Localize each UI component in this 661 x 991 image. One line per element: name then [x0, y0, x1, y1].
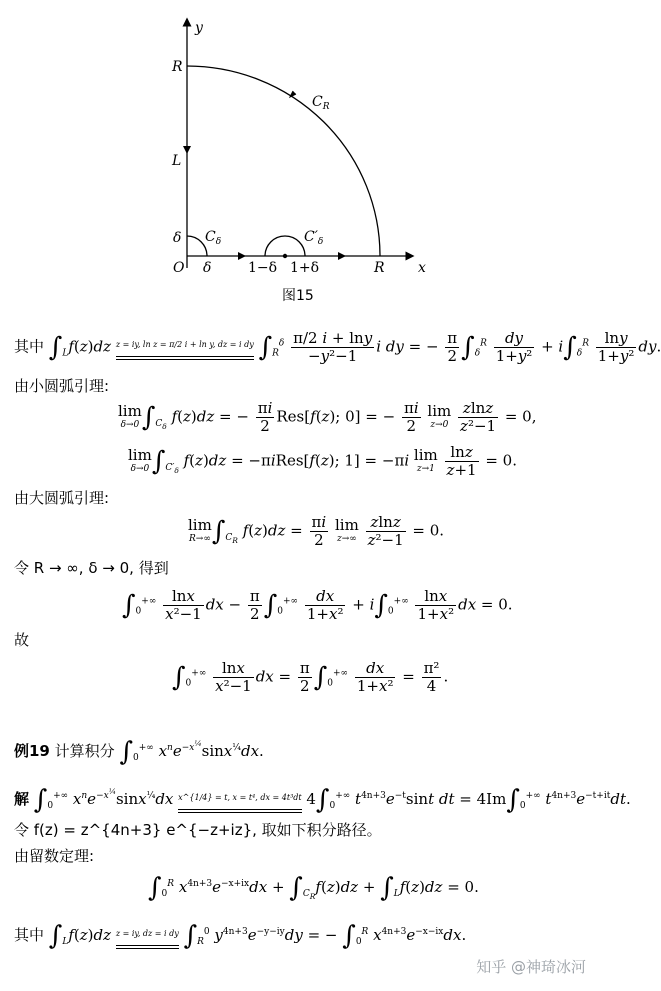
equation-4: lim R→∞ $\int_{C_R}$ f(z)dz = $\frac{\pi i}{2}$ lim z→∞ $\frac{zlnz}{\text{z²−1}}$ = 0. — [188, 513, 445, 549]
label-O: O — [173, 260, 185, 276]
equation-8: $\int_0^R$ $x^{4n+3}e^{-x+ix}dx + \int_{C_R}f(z)dz + \int_Lf(z)dz = 0$. — [148, 873, 479, 903]
y-arrow-down — [183, 146, 191, 154]
substitution-1: z = iy, ln z = π/2 i + ln y, dz = i dy — [116, 335, 254, 360]
label-y: y — [195, 20, 203, 36]
equation-9: 其中 $\int_Lf(z)dz$ z = iy, dz = i dy $\int_R^0$ $y^{4n+3}e^{-y-iy}dy$ = − $\int_0^R$ $x^{4n+3}e^{-x-ix}dx$. — [14, 921, 467, 951]
label-delta-y: δ — [173, 230, 182, 246]
let-f: 令 f(z) = z^{4n+3} e^{−z+iz}, 取如下积分路径。 — [14, 821, 382, 839]
label-1-minus-delta: 1−δ — [248, 260, 278, 276]
label-delta-x: δ — [203, 260, 212, 276]
label-R-x: R — [374, 260, 385, 276]
label-x: x — [418, 260, 426, 276]
label-Cdelta: $C_\delta$ — [205, 229, 222, 247]
qizhong-label-2: 其中 — [14, 926, 45, 944]
residue-theorem: 由留数定理: — [14, 847, 95, 865]
arc-arrow — [290, 91, 296, 97]
equation-3: lim δ→0 $\int_{C'_\delta}$ f(z)dz = −πiRes[f(z); 1] = −πi lim z→1 $\frac{\ln z}{z+1}$ = 0. — [128, 443, 517, 479]
equation-6: $\int_0^{+\infty}$ $\frac{\ln x}{\text{x²−1}}$ dx = $\frac{\pi}{2}$ $\int_0^{+\infty}$ $\frac{dx}{\text{1+x²}}$ = $\frac{\text{π²}}{4}$ . — [172, 659, 449, 695]
qizhong-label-1: 其中 — [14, 337, 45, 356]
label-Cdelta-prime: $C'_\delta$ — [304, 229, 324, 247]
limit-step: 令 R → ∞, δ → 0, 得到 — [14, 559, 169, 577]
label-1-plus-delta: 1+δ — [290, 260, 320, 276]
substitution-2: x^{1/4} = t, x = t⁴, dx = 4t³dt — [178, 788, 301, 813]
pole-point — [283, 254, 287, 258]
label-L: L — [172, 153, 182, 169]
example-19: 例19 计算积分 $\int_0^{+\infty}$ $x^ne^{-x^{\frac{1}{4}}}\sin x^{\frac{1}{4}}dx$. — [14, 737, 264, 767]
semicircle-Cdelta-prime — [265, 236, 305, 256]
zhihu-watermark: 知乎 @神琦冰河 — [476, 958, 586, 976]
example-label: 例19 — [14, 742, 50, 760]
x-arrow-1 — [238, 252, 246, 260]
solution-label: 解 — [14, 790, 30, 808]
equation-5: $\int_0^{+\infty}$ $\frac{\ln x}{\text{x²−1}}$ dx − $\frac{\pi}{2}$ $\int_0^{+\infty}$ $\frac{dx}{\text{1+x²}}$ + $i\int_0^{+\infty}$ $\frac{\ln x}{\text{1+x²}}$ dx = 0. — [122, 587, 513, 623]
label-CR: $C_R$ — [312, 94, 330, 112]
small-arc-lemma: 由小圆弧引理: — [14, 377, 110, 395]
solution-equation: 解 $\int_0^{+\infty}$ $x^ne^{-x^{\frac{1}{4}}}\sin x^{\frac{1}{4}}dx$ x^{1/4} = t, x = t⁴, dx = 4t³dt $4\int_0^{+\infty}$ $t^{4n+3}e^{-t}\sin t$ dt = $4Im\int_0^{+\infty}$ $t^{4n+3}e^{-t+it}dt$. — [14, 785, 631, 815]
large-arc-lemma: 由大圆弧引理: — [14, 489, 110, 507]
x-arrow-2 — [338, 252, 346, 260]
small-arc-Cdelta — [187, 236, 207, 256]
example-text: 计算积分 — [54, 742, 115, 760]
figure-caption: 图15 — [282, 288, 314, 304]
substitution-3: z = iy, dz = i dy — [116, 924, 179, 949]
equation-2: lim δ→0 $\int_{C_\delta}$ f(z)dz = − $\frac{\pi i}{2}$ Res[f(z); 0] = − $\frac{\pi i}{2}$ lim z→0 $\frac{zlnz}{\text{z²−1}}$ = 0, — [118, 399, 537, 435]
therefore: 故 — [14, 631, 30, 649]
label-R-y: R — [172, 59, 183, 75]
equation-1: 其中 $\int_Lf(z)dz$ z = iy, ln z = π/2 i + ln y, dz = i dy $\int_R^\delta$ $\frac{\pi/2 i + \ln y}{\text{−y²−1}}$ i dy = − $\frac{\pi}{2}$ $\int_\delta^R$ $\frac{dy}{\text{1+y²}}$ + $i\int_\delta^R$ $\frac{\ln y}{\text{1+y²}}$ dy. — [14, 329, 661, 365]
large-arc-CR — [187, 66, 380, 256]
contour-figure — [0, 0, 600, 310]
